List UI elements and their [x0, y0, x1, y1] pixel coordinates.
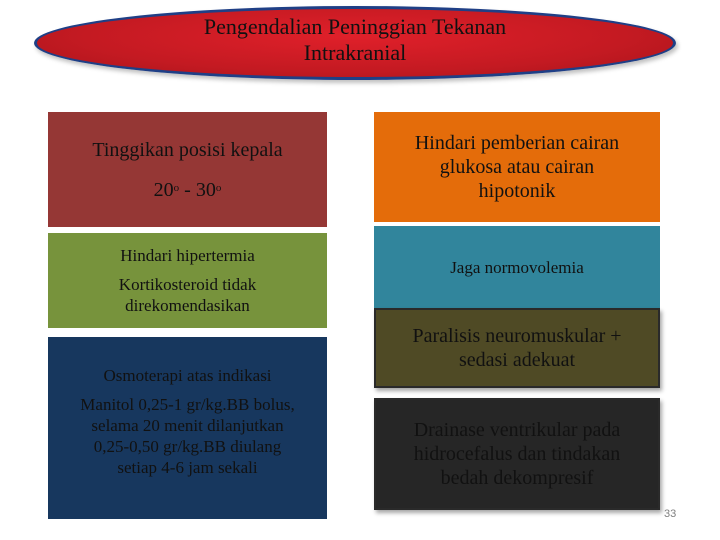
osmotherapy-text: Osmoterapi atas indikasi — [103, 366, 272, 385]
degree-mark-from: o — [173, 181, 180, 194]
corticosteroid-text: Kortikosteroid tidak direkomendasikan — [118, 275, 257, 315]
drainage-box — [374, 398, 660, 510]
page-number: 33 — [664, 508, 677, 520]
hyperthermia-text: Hindari hipertermia — [120, 246, 255, 265]
angle-from: 20 — [153, 178, 174, 201]
paralysis-box — [374, 308, 660, 388]
normovolemia-text: Jaga normovolemia — [450, 257, 584, 277]
glucose-box — [374, 112, 660, 222]
hyperthermia-box — [48, 233, 327, 328]
mannitol-text: Manitol 0,25-1 gr/kg.BB bolus, selama 20 menit dilanjutkan 0,25-0,50 gr/kg.BB diulang setiap 4-6 jam sekali — [80, 395, 295, 477]
title-banner — [34, 6, 676, 80]
angle-separator: - — [179, 178, 196, 201]
degree-mark-to: o — [215, 181, 222, 194]
slide-title: Pengendalian Peninggian Tekanan Intrakranial — [203, 14, 507, 65]
head-angle-range — [154, 176, 222, 202]
head-position-text: Tinggikan posisi kepala — [92, 138, 283, 161]
glucose-text: Hindari pemberian cairan glukosa atau cairan hipotonik — [414, 132, 620, 202]
osmotherapy-box — [48, 337, 327, 519]
angle-to: 30 — [195, 178, 216, 201]
normovolemia-box — [374, 226, 660, 308]
drainage-text: Drainase ventrikular pada hidrocefalus dan tindakan bedah dekompresif — [413, 419, 621, 489]
paralysis-text: Paralisis neuromuskular + sedasi adekuat — [412, 325, 622, 371]
head-position-box — [48, 112, 327, 227]
